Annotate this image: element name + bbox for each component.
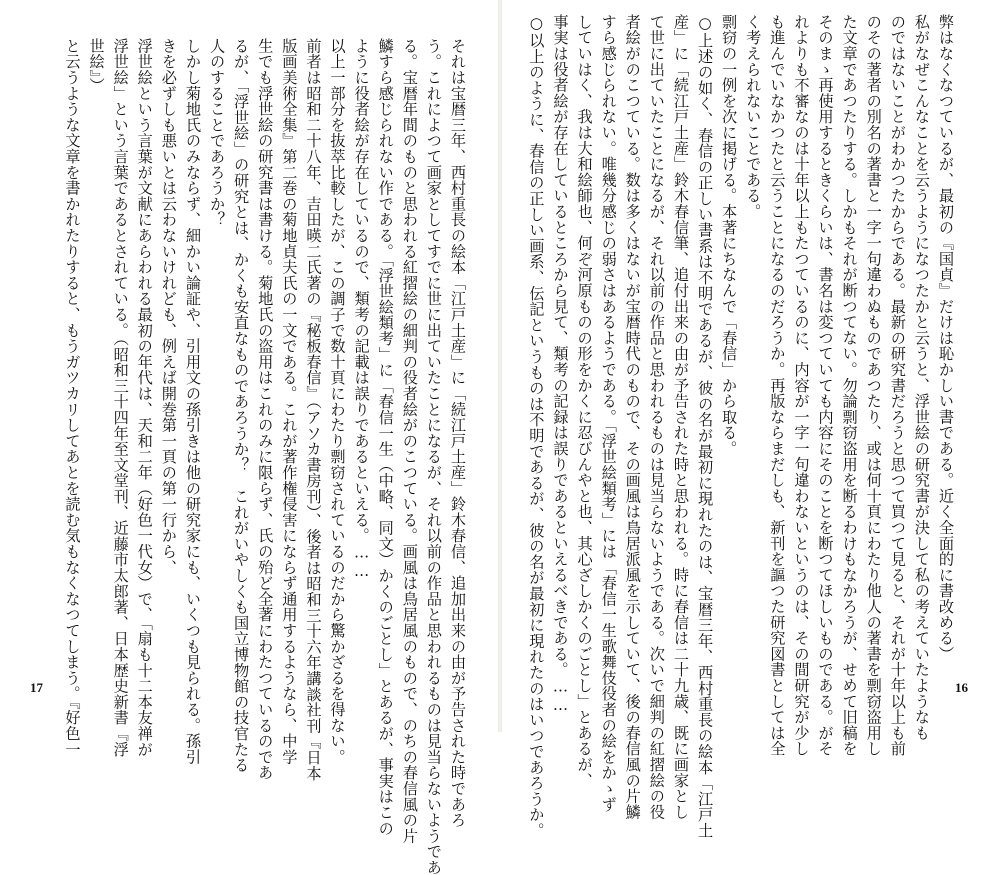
text-line: 鱗すら感じられない作である。「浮世絵類考」に「春信一生（中略、同文）かくのごとし」とあるが、事実はこの	[376, 38, 395, 837]
text-line: た文章であつたりする。しかもそれが断つてない。勿論剽窃盗用を断るわけもなかろうが、せめて旧稿を	[840, 14, 859, 757]
text-line: 剽窃の一例を次に掲げる。本著にちなんで「春信」から取る。	[720, 14, 739, 457]
text-line: る。宝暦年間のものと思われる紅摺絵の細判の役者絵がのこつている。画風は鳥居風のもので、のちの春信風の片	[400, 38, 419, 844]
text-line: していはく、我は大和絵師也、何ぞ河原ものの形をかくに忍びんやと也、其心ざしかくのごとし」とあるが、	[575, 14, 594, 789]
right-page	[502, 0, 1000, 839]
text-line: 前者は昭和二十八年、吉田暎二氏著の『秘板春信』（アソカ書房刊）、後者は昭和三十六年講談社刊『日本	[304, 38, 323, 782]
text-line: ように役者絵が存在しているので、類考の記載は誤りであるといえる。……	[352, 38, 371, 581]
text-line: と云うような文章を書かれたりすると、もうガツカリしてあとを読む気もなくなつてしまう。『好色一	[63, 38, 82, 758]
text-line: く考えられないことである。	[744, 14, 763, 220]
text-line: 事実は役者絵が存在しているところから見て、類考の記録は誤りであるといえるべきである。……	[551, 14, 570, 715]
text-line: 生でも浮世絵の研究書は書ける。菊地氏の盗用はこれのみに限らず、氏の殆ど全著にわたつているのであ	[256, 38, 275, 781]
text-line: も進んでいなかつたと云うことになるのだろうか。再版ならまだしも、新刊を謳つた研究図書としては全	[768, 14, 787, 757]
text-line: すら感じられない。唯幾分感じの弱さはあるようである。「浮世絵類考」には「春信一生歌舞伎役者の絵をかゝず	[599, 14, 618, 813]
page-number-left: 17	[30, 680, 43, 695]
text-line: 弊はなくなつているが、最初の『国貞』だけは恥かしい書である。近く全面的に書改める）	[937, 14, 955, 662]
text-line: 私がなぜこんなことを云うようになつたかと云うと、浮世絵の研究書が決して私の考えていたようなも	[912, 14, 931, 741]
page-number-right: 16	[955, 680, 968, 695]
text-line: う。これによつて画家としてすでに世に出ていたことになるが、それ以前の作品と思われるものは見当らないようであ	[424, 38, 443, 875]
text-line: れよりも不審なのは十年以上もたつているのに、内容が一字一句違わないというのは、その間研究が少し	[792, 14, 811, 757]
text-line: そのまゝ再使用するときくらいは、書名は変つていても内容にそのことを断つてほしいものである。がそ	[816, 14, 835, 757]
text-line: ○上述の如く、春信の正しい書系は不明であるが、彼の名が最初に現れたのは、宝暦三年、西村重長の絵本「江戸土	[696, 14, 715, 839]
text-line: 以上一部分を抜萃比較したが、この調子で数十頁にわたり剽窃されているのだから驚かざるを得ない。	[328, 38, 347, 765]
text-line: ○以上のように、春信の正しい画系、伝記というものは不明であるが、彼の名が最初に現れたのはいつであろうか。	[527, 14, 546, 839]
text-line: 版画美術全集』第二巻の菊地貞夫氏の一文である。これが著作権侵害にならず通用するようなら、中学	[280, 38, 299, 765]
text-line: しかし菊地氏のみならず、細かい論証や、引用文の孫引きは他の研究家にも、いくつも見られる。孫引	[183, 38, 202, 765]
right-page-text	[518, 14, 958, 839]
text-line: 人のすることであろうか？	[208, 38, 227, 228]
text-line: るが、「浮世絵」の研究とは、かくも安直なものであろうか？ これがいやしくも国立博物館の技官たる	[232, 38, 251, 773]
text-line: のその著者の別名の著書と一字一句違わぬものであつたり、或は何十頁にわたり他人の著書を剽窃盗用し	[864, 14, 883, 757]
text-line: 産」に「続江戸土産」鈴木春信筆、追付出来の由が予告された時と思われる。時に春信は二十九歳、既に画家とし	[671, 14, 690, 820]
text-line: 浮世絵」という言葉であるとされている。（昭和三十四年至文堂刊、近藤市太郎著、日本歴史新書『浮	[111, 38, 130, 758]
left-page	[0, 0, 498, 875]
text-line: て世に出ていたことになるが、それ以前の作品と思われるものは見当らないようである。次いで細判の紅摺絵の役	[647, 14, 666, 820]
text-line: きを必ずしも悪いとは云わないけれども、例えば開巻第一頁の第一行から、	[159, 38, 178, 576]
text-line: それは宝暦三年、西村重長の絵本「江戸土産」に「続江戸土産」鈴木春信、追加出来の由が予告された時であろ	[449, 38, 467, 828]
text-line: 浮世絵という言葉が文献にあらわれる最初の年代は、天和二年（好色一代女）で、「扇も十二本友禅が	[135, 38, 154, 758]
text-line: 世絵』）	[87, 38, 106, 94]
text-line: のではないことがわかつたからである。最新の研究書だろうと思つて買つて見ると、それが十年以上も前	[888, 14, 907, 757]
text-line: 者絵がのこつている。数は多くはないが宝暦時代のもので、その画風は鳥居派風を示していて、後の春信風の片鱗	[623, 14, 642, 820]
